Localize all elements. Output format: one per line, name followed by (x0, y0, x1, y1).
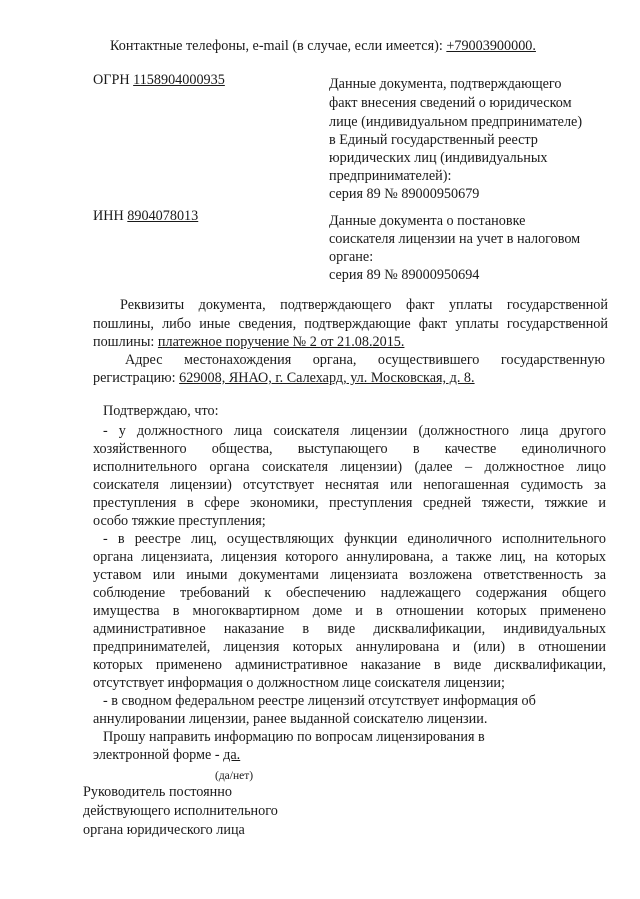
request-hint: (да/нет) (215, 770, 254, 782)
ogrn-doc-line: в Единый государственный реестр (329, 132, 538, 148)
confirm-line: предпринимателей, лицензия которых аннулирована и (или) в отношении (93, 639, 606, 655)
confirm-line: соискателя лицензии) отсутствует неснятая или непогашенная судимость за (93, 477, 606, 493)
ogrn-doc-line: предпринимателей): (329, 168, 452, 184)
inn-doc-series: серия 89 № 89000950694 (329, 267, 480, 283)
ogrn-doc-line: лице (индивидуальном предпринимателе) (329, 114, 583, 130)
request-value: да. (223, 747, 241, 763)
address-label: регистрацию: (93, 370, 176, 386)
ogrn-label: ОГРН (93, 72, 130, 88)
payment-value: платежное поручение № 2 от 21.08.2015. (157, 334, 405, 350)
inn-doc-line: соискателя лицензии на учет в налоговом (329, 231, 581, 247)
confirm-line: отсутствует информация о должностном лице соискателя лицензии; (93, 675, 505, 691)
inn-label: ИНН (93, 208, 124, 224)
inn-doc-line: органе: (329, 249, 374, 265)
payment-line-1: Реквизиты документа, подтверждающего факт уплаты государственной (120, 297, 608, 313)
inn-doc-line: Данные документа о постановке (329, 213, 526, 229)
contacts-line (110, 38, 536, 55)
request-line-2 (93, 747, 240, 764)
confirm-line: особо тяжкие преступления; (93, 513, 266, 529)
payment-label: пошлины: (93, 334, 155, 350)
confirm-line: хозяйственного общества, выступающего в качестве единоличного (93, 441, 606, 457)
request-line-1: Прошу направить информацию по вопросам лицензирования в (103, 729, 485, 745)
payment-line-3 (93, 334, 404, 351)
confirm-line: соблюдение требований к обеспечению надлежащего содержания общего (93, 585, 606, 601)
confirm-line: уставом или иными документами лицензиата возложена ответственность за (93, 567, 606, 583)
inn-value: 8904078013 (127, 208, 199, 224)
ogrn-doc-line: юридических лиц (индивидуальных (329, 150, 548, 166)
signature-line: Руководитель постоянно (83, 784, 232, 800)
signature-line: органа юридического лица (83, 822, 245, 838)
confirm-line: - в реестре лиц, осуществляющих функции единоличного исполнительного (103, 531, 606, 547)
confirm-line: административное наказание в виде дисквалификации, индивидуальных (93, 621, 606, 637)
address-line-1: Адрес местонахождения органа, осуществившего государственную (125, 352, 605, 368)
payment-line-2: пошлины, либо иные сведения, подтверждающие факт уплаты государственной (93, 316, 608, 332)
address-value: 629008, ЯНАО, г. Салехард, ул. Московская, д. 8. (179, 370, 475, 386)
signature-line: действующего исполнительного (83, 803, 278, 819)
ogrn-doc-series: серия 89 № 89000950679 (329, 186, 480, 202)
ogrn-doc-line: Данные документа, подтверждающего (329, 76, 562, 92)
ogrn-field (93, 72, 225, 89)
inn-field (93, 208, 198, 225)
confirm-title: Подтверждаю, что: (103, 403, 219, 419)
confirm-line: - у должностного лица соискателя лицензии (должностного лица другого (103, 423, 606, 439)
confirm-line: органа лицензиата, лицензия которого аннулирована, а также лиц, на которых (93, 549, 606, 565)
confirm-line: - в сводном федеральном реестре лицензий отсутствует информация об (103, 693, 536, 709)
request-label: электронной форме - (93, 747, 220, 763)
confirm-line: которых применено административное наказание в виде дисквалификации, (93, 657, 606, 673)
confirm-line: исполнительного органа соискателя лицензии) (далее – должностное лицо (93, 459, 606, 475)
confirm-line: аннулировании лицензии, ранее выданной соискателю лицензии. (93, 711, 488, 727)
confirm-line: преступления в сфере экономики, преступления средней тяжести, тяжкие и (93, 495, 606, 511)
contacts-value: +79003900000. (446, 38, 536, 54)
ogrn-value: 1158904000935 (133, 72, 225, 88)
address-line-2 (93, 370, 475, 387)
ogrn-doc-line: факт внесения сведений о юридическом (329, 95, 572, 111)
confirm-line: имущества в многоквартирном доме и в отношении которых применено (93, 603, 606, 619)
contacts-label: Контактные телефоны, e-mail (в случае, если имеется): (110, 38, 443, 54)
